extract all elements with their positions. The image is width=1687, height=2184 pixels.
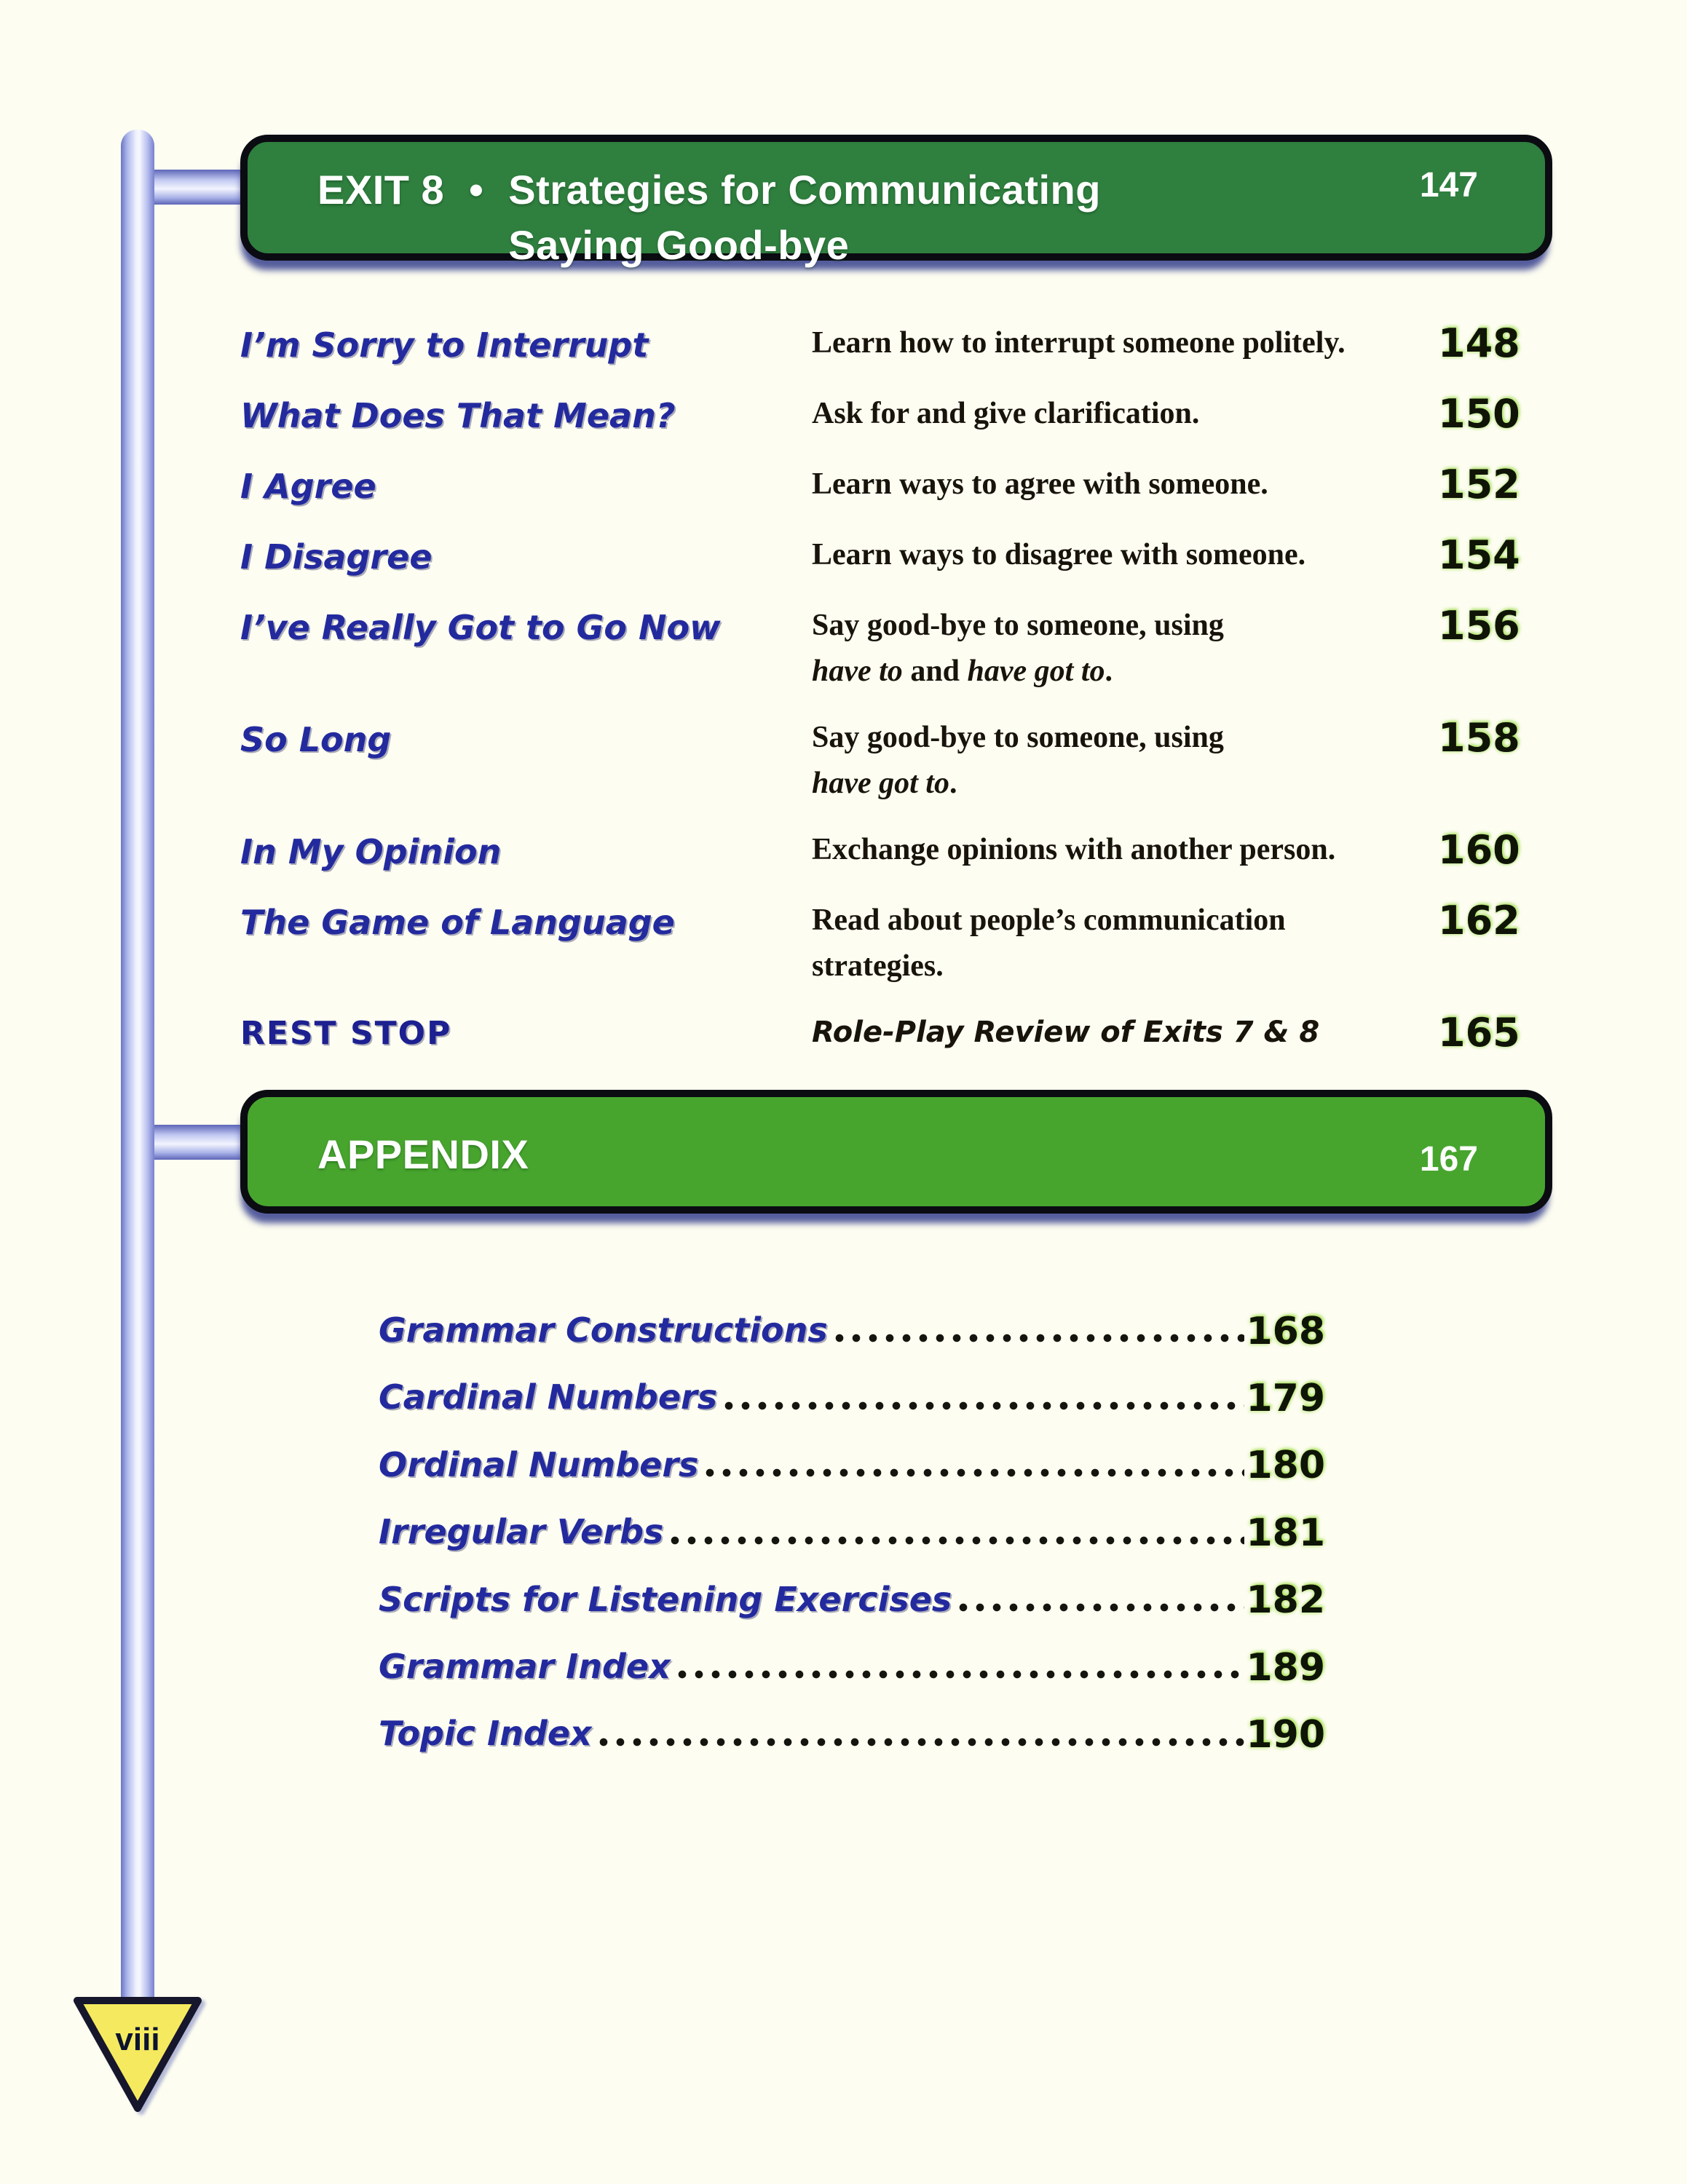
lesson-description bbox=[812, 532, 1438, 578]
lesson-title: The Game of Language bbox=[240, 903, 675, 942]
description-run: Learn ways to disagree with someone. bbox=[812, 538, 1306, 571]
dotted-leader bbox=[959, 1602, 1244, 1613]
lesson-description bbox=[812, 391, 1438, 437]
lesson-description bbox=[812, 827, 1438, 873]
toc-row bbox=[240, 532, 1609, 582]
signpost-bracket-bottom bbox=[151, 1125, 248, 1160]
appendix-row bbox=[379, 1710, 1325, 1757]
lesson-page-number: 154 bbox=[1438, 532, 1520, 578]
description-run: Learn how to interrupt someone politely. bbox=[812, 326, 1346, 360]
appendix-item-title: Topic Index bbox=[379, 1714, 592, 1754]
description-run: Role-Play Review of Exits 7 & 8 bbox=[812, 1016, 1320, 1049]
toc-row bbox=[240, 603, 1609, 695]
description-run: Read about people’s communication bbox=[812, 903, 1286, 937]
appendix-item-page-number: 168 bbox=[1246, 1309, 1325, 1353]
toc-row bbox=[240, 898, 1609, 989]
appendix-row bbox=[379, 1374, 1325, 1420]
lesson-description bbox=[812, 603, 1438, 695]
description-run: Ask for and give clarification. bbox=[812, 397, 1200, 430]
appendix-item-page-number: 182 bbox=[1246, 1578, 1325, 1623]
lesson-title: In My Opinion bbox=[240, 832, 502, 871]
exit8-title-line2: Saying Good-bye bbox=[508, 221, 850, 268]
appendix-item-title: Irregular Verbs bbox=[379, 1512, 664, 1552]
appendix-item-title: Grammar Index bbox=[379, 1646, 671, 1686]
exit8-page-number: 147 bbox=[1419, 166, 1478, 205]
description-run: have to bbox=[812, 654, 903, 688]
toc-row bbox=[240, 827, 1609, 877]
description-run: have got to bbox=[967, 654, 1105, 688]
lesson-description bbox=[812, 898, 1438, 989]
exit8-title bbox=[508, 162, 1101, 272]
lesson-title: I Agree bbox=[240, 467, 376, 506]
lesson-page-number: 156 bbox=[1438, 603, 1520, 649]
appendix-item-title: Scripts for Listening Exercises bbox=[379, 1579, 952, 1619]
appendix-item-title: Cardinal Numbers bbox=[379, 1377, 718, 1417]
dotted-leader bbox=[835, 1333, 1245, 1343]
toc-row bbox=[240, 462, 1609, 512]
dotted-leader bbox=[706, 1468, 1244, 1478]
folio-page-number: viii bbox=[115, 2022, 160, 2057]
appendix-item-title: Grammar Constructions bbox=[379, 1310, 828, 1350]
appendix-page-number: 167 bbox=[1419, 1140, 1478, 1179]
appendix-item-page-number: 181 bbox=[1246, 1511, 1325, 1555]
appendix-item-page-number: 180 bbox=[1246, 1444, 1325, 1488]
appendix-item-page-number: 179 bbox=[1246, 1376, 1325, 1420]
lesson-description bbox=[812, 715, 1438, 807]
lesson-page-number: 152 bbox=[1438, 462, 1520, 507]
appendix-banner bbox=[240, 1090, 1552, 1214]
lesson-page-number: 150 bbox=[1438, 391, 1520, 437]
appendix-row bbox=[379, 1441, 1325, 1488]
description-run: . bbox=[949, 767, 957, 800]
exit8-banner bbox=[240, 135, 1552, 268]
description-run: and bbox=[902, 654, 968, 688]
description-run: Exchange opinions with another person. bbox=[812, 833, 1336, 866]
lesson-page-number: 148 bbox=[1438, 320, 1520, 366]
yield-triangle-icon bbox=[70, 1993, 207, 2117]
dotted-leader bbox=[599, 1737, 1245, 1747]
signpost-pole bbox=[121, 130, 154, 2022]
appendix-row bbox=[379, 1508, 1325, 1555]
lesson-page-number: 158 bbox=[1438, 715, 1520, 761]
appendix-title: APPENDIX bbox=[317, 1131, 529, 1178]
exit8-title-line1: Strategies for Communicating bbox=[508, 167, 1101, 213]
appendix-row bbox=[379, 1576, 1325, 1623]
description-run: strategies. bbox=[812, 949, 944, 983]
lesson-title: What Does That Mean? bbox=[240, 396, 676, 435]
description-run: Learn ways to agree with someone. bbox=[812, 467, 1268, 501]
signpost-bracket-top bbox=[151, 170, 248, 205]
description-run: have got to bbox=[812, 767, 949, 800]
exit8-toc-list bbox=[240, 320, 1609, 1078]
description-run: Say good-bye to someone, using bbox=[812, 609, 1224, 642]
dotted-leader bbox=[724, 1401, 1244, 1411]
appendix-item-page-number: 190 bbox=[1246, 1712, 1325, 1757]
lesson-title: REST STOP bbox=[240, 1015, 452, 1052]
appendix-row bbox=[379, 1643, 1325, 1690]
toc-row bbox=[240, 715, 1609, 807]
appendix-list bbox=[379, 1307, 1325, 1778]
appendix-item-page-number: 189 bbox=[1246, 1645, 1325, 1690]
dotted-leader bbox=[671, 1535, 1244, 1546]
bullet-separator-icon: • bbox=[469, 167, 484, 213]
lesson-title: I’ve Really Got to Go Now bbox=[240, 608, 721, 647]
description-run: . bbox=[1105, 654, 1113, 688]
toc-row bbox=[240, 320, 1609, 371]
toc-row bbox=[240, 1010, 1609, 1058]
lesson-description bbox=[812, 1010, 1438, 1056]
lesson-description bbox=[812, 462, 1438, 507]
lesson-page-number: 165 bbox=[1438, 1010, 1520, 1056]
lesson-page-number: 160 bbox=[1438, 827, 1520, 873]
toc-row bbox=[240, 391, 1609, 441]
lesson-title: I Disagree bbox=[240, 537, 432, 577]
lesson-title: So Long bbox=[240, 720, 392, 759]
exit8-label: EXIT 8 bbox=[317, 167, 445, 213]
lesson-page-number: 162 bbox=[1438, 898, 1520, 943]
appendix-item-title: Ordinal Numbers bbox=[379, 1444, 699, 1484]
lesson-title: I’m Sorry to Interrupt bbox=[240, 325, 649, 365]
description-run: Say good-bye to someone, using bbox=[812, 721, 1224, 754]
dotted-leader bbox=[678, 1669, 1245, 1679]
appendix-row bbox=[379, 1307, 1325, 1353]
lesson-description bbox=[812, 320, 1438, 366]
page-marker-triangle bbox=[70, 1993, 207, 2117]
